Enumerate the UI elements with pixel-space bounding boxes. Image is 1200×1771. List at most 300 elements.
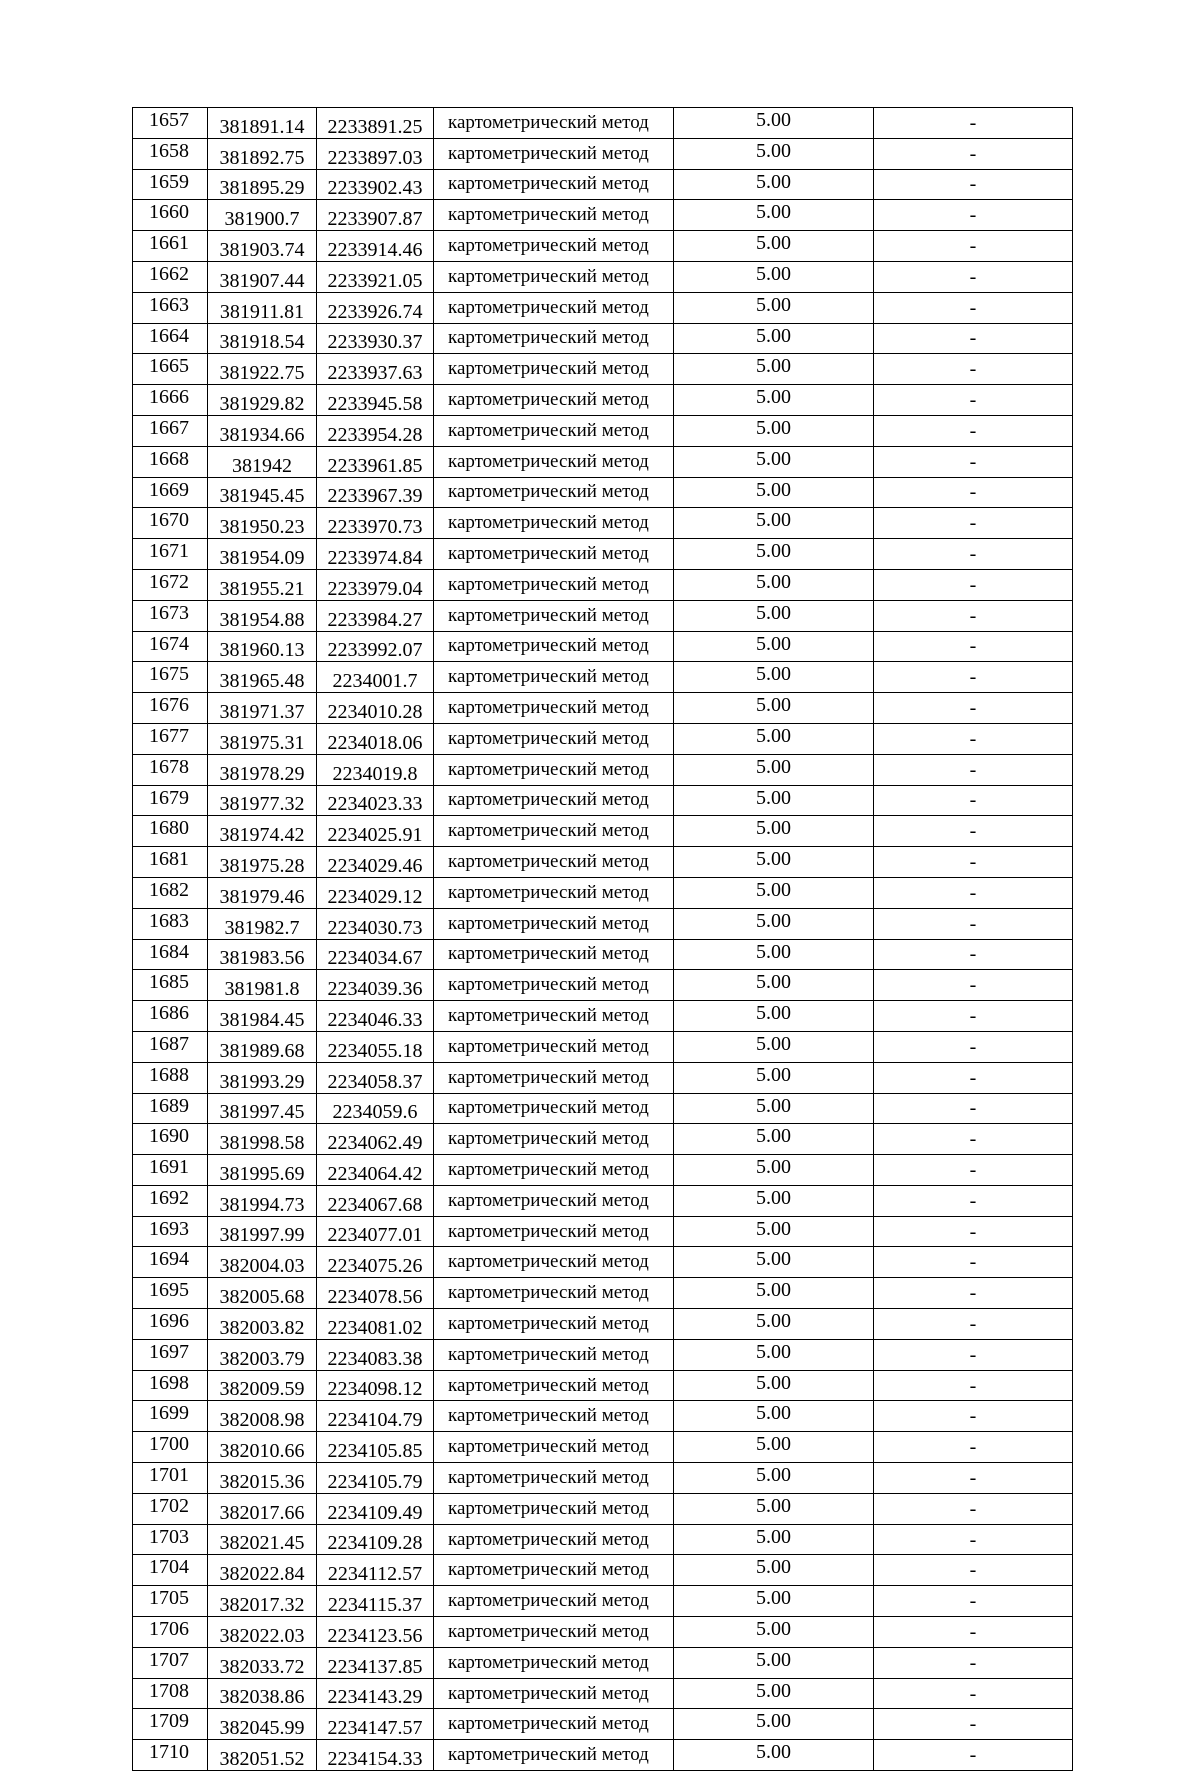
description-cell: - xyxy=(874,138,1073,169)
method-cell: картометрический метод xyxy=(434,1216,674,1247)
y-coordinate-cell: 2234147.57 xyxy=(317,1709,434,1740)
x-coordinate-cell: 382017.32 xyxy=(208,1586,317,1617)
description-cell: - xyxy=(874,415,1073,446)
y-coordinate-cell: 2234058.37 xyxy=(317,1062,434,1093)
method-cell: картометрический метод xyxy=(434,354,674,385)
table-row xyxy=(133,908,1073,939)
point-number-cell: 1686 xyxy=(133,1001,208,1032)
description-cell: - xyxy=(874,1586,1073,1617)
method-cell: картометрический метод xyxy=(434,662,674,693)
accuracy-cell: 5.00 xyxy=(674,292,874,323)
description-cell: - xyxy=(874,1001,1073,1032)
point-number-cell: 1657 xyxy=(133,108,208,139)
y-coordinate-cell: 2234143.29 xyxy=(317,1678,434,1709)
description-cell: - xyxy=(874,939,1073,970)
description-cell: - xyxy=(874,877,1073,908)
x-coordinate-cell: 381997.45 xyxy=(208,1093,317,1124)
x-coordinate-cell: 381954.09 xyxy=(208,539,317,570)
method-cell: картометрический метод xyxy=(434,169,674,200)
coordinates-table xyxy=(132,107,1073,1771)
accuracy-cell: 5.00 xyxy=(674,138,874,169)
y-coordinate-cell: 2234023.33 xyxy=(317,785,434,816)
y-coordinate-cell: 2234034.67 xyxy=(317,939,434,970)
x-coordinate-cell: 381975.31 xyxy=(208,723,317,754)
method-cell: картометрический метод xyxy=(434,1555,674,1586)
y-coordinate-cell: 2234105.85 xyxy=(317,1432,434,1463)
method-cell: картометрический метод xyxy=(434,908,674,939)
point-number-cell: 1710 xyxy=(133,1740,208,1771)
table-row xyxy=(133,231,1073,262)
x-coordinate-cell: 381975.28 xyxy=(208,847,317,878)
accuracy-cell: 5.00 xyxy=(674,1463,874,1494)
y-coordinate-cell: 2234098.12 xyxy=(317,1370,434,1401)
method-cell: картометрический метод xyxy=(434,1370,674,1401)
point-number-cell: 1673 xyxy=(133,600,208,631)
description-cell: - xyxy=(874,908,1073,939)
method-cell: картометрический метод xyxy=(434,292,674,323)
method-cell: картометрический метод xyxy=(434,261,674,292)
x-coordinate-cell: 381993.29 xyxy=(208,1062,317,1093)
table-row xyxy=(133,1062,1073,1093)
x-coordinate-cell: 381979.46 xyxy=(208,877,317,908)
accuracy-cell: 5.00 xyxy=(674,354,874,385)
point-number-cell: 1676 xyxy=(133,693,208,724)
point-number-cell: 1685 xyxy=(133,970,208,1001)
description-cell: - xyxy=(874,323,1073,354)
x-coordinate-cell: 382008.98 xyxy=(208,1401,317,1432)
table-row xyxy=(133,1617,1073,1648)
x-coordinate-cell: 381982.7 xyxy=(208,908,317,939)
x-coordinate-cell: 381892.75 xyxy=(208,138,317,169)
x-coordinate-cell: 381945.45 xyxy=(208,477,317,508)
table-row xyxy=(133,1555,1073,1586)
y-coordinate-cell: 2234115.37 xyxy=(317,1586,434,1617)
point-number-cell: 1661 xyxy=(133,231,208,262)
table-row xyxy=(133,1185,1073,1216)
accuracy-cell: 5.00 xyxy=(674,1370,874,1401)
point-number-cell: 1658 xyxy=(133,138,208,169)
table-row xyxy=(133,754,1073,785)
method-cell: картометрический метод xyxy=(434,446,674,477)
method-cell: картометрический метод xyxy=(434,816,674,847)
accuracy-cell: 5.00 xyxy=(674,385,874,416)
method-cell: картометрический метод xyxy=(434,569,674,600)
point-number-cell: 1659 xyxy=(133,169,208,200)
point-number-cell: 1678 xyxy=(133,754,208,785)
table-row xyxy=(133,1370,1073,1401)
point-number-cell: 1668 xyxy=(133,446,208,477)
accuracy-cell: 5.00 xyxy=(674,847,874,878)
point-number-cell: 1663 xyxy=(133,292,208,323)
description-cell: - xyxy=(874,1678,1073,1709)
y-coordinate-cell: 2233921.05 xyxy=(317,261,434,292)
accuracy-cell: 5.00 xyxy=(674,1432,874,1463)
accuracy-cell: 5.00 xyxy=(674,108,874,139)
description-cell: - xyxy=(874,385,1073,416)
description-cell: - xyxy=(874,231,1073,262)
x-coordinate-cell: 382003.79 xyxy=(208,1339,317,1370)
y-coordinate-cell: 2234075.26 xyxy=(317,1247,434,1278)
x-coordinate-cell: 381965.48 xyxy=(208,662,317,693)
x-coordinate-cell: 381942 xyxy=(208,446,317,477)
description-cell: - xyxy=(874,1617,1073,1648)
x-coordinate-cell: 381918.54 xyxy=(208,323,317,354)
accuracy-cell: 5.00 xyxy=(674,939,874,970)
table-row xyxy=(133,477,1073,508)
method-cell: картометрический метод xyxy=(434,138,674,169)
x-coordinate-cell: 381954.88 xyxy=(208,600,317,631)
x-coordinate-cell: 382045.99 xyxy=(208,1709,317,1740)
description-cell: - xyxy=(874,446,1073,477)
point-number-cell: 1669 xyxy=(133,477,208,508)
accuracy-cell: 5.00 xyxy=(674,877,874,908)
y-coordinate-cell: 2234109.28 xyxy=(317,1524,434,1555)
description-cell: - xyxy=(874,1370,1073,1401)
accuracy-cell: 5.00 xyxy=(674,1185,874,1216)
x-coordinate-cell: 381922.75 xyxy=(208,354,317,385)
method-cell: картометрический метод xyxy=(434,877,674,908)
table-row xyxy=(133,1247,1073,1278)
table-row xyxy=(133,1001,1073,1032)
table-row xyxy=(133,1678,1073,1709)
accuracy-cell: 5.00 xyxy=(674,1555,874,1586)
method-cell: картометрический метод xyxy=(434,1309,674,1340)
point-number-cell: 1675 xyxy=(133,662,208,693)
point-number-cell: 1682 xyxy=(133,877,208,908)
method-cell: картометрический метод xyxy=(434,1740,674,1771)
method-cell: картометрический метод xyxy=(434,1432,674,1463)
accuracy-cell: 5.00 xyxy=(674,693,874,724)
accuracy-cell: 5.00 xyxy=(674,1709,874,1740)
table-row xyxy=(133,1031,1073,1062)
y-coordinate-cell: 2234077.01 xyxy=(317,1216,434,1247)
accuracy-cell: 5.00 xyxy=(674,1617,874,1648)
method-cell: картометрический метод xyxy=(434,1093,674,1124)
description-cell: - xyxy=(874,1216,1073,1247)
point-number-cell: 1687 xyxy=(133,1031,208,1062)
accuracy-cell: 5.00 xyxy=(674,754,874,785)
point-number-cell: 1660 xyxy=(133,200,208,231)
description-cell: - xyxy=(874,662,1073,693)
point-number-cell: 1681 xyxy=(133,847,208,878)
table-row xyxy=(133,1278,1073,1309)
table-row xyxy=(133,292,1073,323)
table-row xyxy=(133,569,1073,600)
y-coordinate-cell: 2234064.42 xyxy=(317,1155,434,1186)
method-cell: картометрический метод xyxy=(434,200,674,231)
table-row xyxy=(133,1740,1073,1771)
description-cell: - xyxy=(874,108,1073,139)
x-coordinate-cell: 382038.86 xyxy=(208,1678,317,1709)
description-cell: - xyxy=(874,1031,1073,1062)
x-coordinate-cell: 382022.03 xyxy=(208,1617,317,1648)
method-cell: картометрический метод xyxy=(434,1278,674,1309)
x-coordinate-cell: 382051.52 xyxy=(208,1740,317,1771)
table-row xyxy=(133,1709,1073,1740)
x-coordinate-cell: 381983.56 xyxy=(208,939,317,970)
point-number-cell: 1691 xyxy=(133,1155,208,1186)
method-cell: картометрический метод xyxy=(434,1155,674,1186)
description-cell: - xyxy=(874,1647,1073,1678)
description-cell: - xyxy=(874,1709,1073,1740)
description-cell: - xyxy=(874,693,1073,724)
method-cell: картометрический метод xyxy=(434,1617,674,1648)
point-number-cell: 1692 xyxy=(133,1185,208,1216)
description-cell: - xyxy=(874,1185,1073,1216)
method-cell: картометрический метод xyxy=(434,1247,674,1278)
point-number-cell: 1697 xyxy=(133,1339,208,1370)
description-cell: - xyxy=(874,1463,1073,1494)
accuracy-cell: 5.00 xyxy=(674,477,874,508)
method-cell: картометрический метод xyxy=(434,1339,674,1370)
point-number-cell: 1698 xyxy=(133,1370,208,1401)
y-coordinate-cell: 2234078.56 xyxy=(317,1278,434,1309)
x-coordinate-cell: 381950.23 xyxy=(208,508,317,539)
description-cell: - xyxy=(874,292,1073,323)
x-coordinate-cell: 381974.42 xyxy=(208,816,317,847)
x-coordinate-cell: 381971.37 xyxy=(208,693,317,724)
point-number-cell: 1688 xyxy=(133,1062,208,1093)
method-cell: картометрический метод xyxy=(434,939,674,970)
table-row xyxy=(133,1463,1073,1494)
x-coordinate-cell: 382005.68 xyxy=(208,1278,317,1309)
method-cell: картометрический метод xyxy=(434,970,674,1001)
x-coordinate-cell: 382021.45 xyxy=(208,1524,317,1555)
description-cell: - xyxy=(874,1093,1073,1124)
accuracy-cell: 5.00 xyxy=(674,1062,874,1093)
y-coordinate-cell: 2234030.73 xyxy=(317,908,434,939)
y-coordinate-cell: 2234109.49 xyxy=(317,1493,434,1524)
x-coordinate-cell: 381995.69 xyxy=(208,1155,317,1186)
y-coordinate-cell: 2234081.02 xyxy=(317,1309,434,1340)
accuracy-cell: 5.00 xyxy=(674,785,874,816)
method-cell: картометрический метод xyxy=(434,385,674,416)
y-coordinate-cell: 2233945.58 xyxy=(317,385,434,416)
point-number-cell: 1689 xyxy=(133,1093,208,1124)
description-cell: - xyxy=(874,785,1073,816)
y-coordinate-cell: 2233930.37 xyxy=(317,323,434,354)
point-number-cell: 1670 xyxy=(133,508,208,539)
point-number-cell: 1701 xyxy=(133,1463,208,1494)
method-cell: картометрический метод xyxy=(434,1401,674,1432)
table-row xyxy=(133,1586,1073,1617)
y-coordinate-cell: 2233974.84 xyxy=(317,539,434,570)
y-coordinate-cell: 2234029.12 xyxy=(317,877,434,908)
accuracy-cell: 5.00 xyxy=(674,1247,874,1278)
table-row xyxy=(133,1432,1073,1463)
x-coordinate-cell: 381955.21 xyxy=(208,569,317,600)
accuracy-cell: 5.00 xyxy=(674,1309,874,1340)
accuracy-cell: 5.00 xyxy=(674,1586,874,1617)
accuracy-cell: 5.00 xyxy=(674,1401,874,1432)
accuracy-cell: 5.00 xyxy=(674,261,874,292)
table-row xyxy=(133,1309,1073,1340)
point-number-cell: 1690 xyxy=(133,1124,208,1155)
description-cell: - xyxy=(874,1493,1073,1524)
method-cell: картометрический метод xyxy=(434,1185,674,1216)
accuracy-cell: 5.00 xyxy=(674,1155,874,1186)
method-cell: картометрический метод xyxy=(434,785,674,816)
point-number-cell: 1702 xyxy=(133,1493,208,1524)
description-cell: - xyxy=(874,1124,1073,1155)
method-cell: картометрический метод xyxy=(434,108,674,139)
accuracy-cell: 5.00 xyxy=(674,631,874,662)
accuracy-cell: 5.00 xyxy=(674,446,874,477)
description-cell: - xyxy=(874,539,1073,570)
accuracy-cell: 5.00 xyxy=(674,1124,874,1155)
description-cell: - xyxy=(874,816,1073,847)
description-cell: - xyxy=(874,600,1073,631)
description-cell: - xyxy=(874,1524,1073,1555)
table-row xyxy=(133,785,1073,816)
table-row xyxy=(133,108,1073,139)
method-cell: картометрический метод xyxy=(434,1062,674,1093)
y-coordinate-cell: 2234019.8 xyxy=(317,754,434,785)
table-row xyxy=(133,1216,1073,1247)
x-coordinate-cell: 381998.58 xyxy=(208,1124,317,1155)
description-cell: - xyxy=(874,970,1073,1001)
table-row xyxy=(133,600,1073,631)
description-cell: - xyxy=(874,1062,1073,1093)
point-number-cell: 1693 xyxy=(133,1216,208,1247)
x-coordinate-cell: 382004.03 xyxy=(208,1247,317,1278)
method-cell: картометрический метод xyxy=(434,1647,674,1678)
point-number-cell: 1672 xyxy=(133,569,208,600)
accuracy-cell: 5.00 xyxy=(674,816,874,847)
y-coordinate-cell: 2234083.38 xyxy=(317,1339,434,1370)
accuracy-cell: 5.00 xyxy=(674,970,874,1001)
method-cell: картометрический метод xyxy=(434,508,674,539)
table-row xyxy=(133,1155,1073,1186)
x-coordinate-cell: 381891.14 xyxy=(208,108,317,139)
table-row xyxy=(133,138,1073,169)
y-coordinate-cell: 2233902.43 xyxy=(317,169,434,200)
point-number-cell: 1664 xyxy=(133,323,208,354)
x-coordinate-cell: 381929.82 xyxy=(208,385,317,416)
x-coordinate-cell: 381911.81 xyxy=(208,292,317,323)
accuracy-cell: 5.00 xyxy=(674,1031,874,1062)
x-coordinate-cell: 381934.66 xyxy=(208,415,317,446)
y-coordinate-cell: 2234039.36 xyxy=(317,970,434,1001)
accuracy-cell: 5.00 xyxy=(674,1278,874,1309)
point-number-cell: 1709 xyxy=(133,1709,208,1740)
method-cell: картометрический метод xyxy=(434,231,674,262)
table-row xyxy=(133,1093,1073,1124)
x-coordinate-cell: 381978.29 xyxy=(208,754,317,785)
y-coordinate-cell: 2233970.73 xyxy=(317,508,434,539)
x-coordinate-cell: 381900.7 xyxy=(208,200,317,231)
description-cell: - xyxy=(874,1247,1073,1278)
description-cell: - xyxy=(874,1339,1073,1370)
accuracy-cell: 5.00 xyxy=(674,415,874,446)
point-number-cell: 1699 xyxy=(133,1401,208,1432)
method-cell: картометрический метод xyxy=(434,1586,674,1617)
y-coordinate-cell: 2233992.07 xyxy=(317,631,434,662)
accuracy-cell: 5.00 xyxy=(674,1493,874,1524)
description-cell: - xyxy=(874,1309,1073,1340)
point-number-cell: 1674 xyxy=(133,631,208,662)
method-cell: картометрический метод xyxy=(434,415,674,446)
table-row xyxy=(133,816,1073,847)
y-coordinate-cell: 2233937.63 xyxy=(317,354,434,385)
method-cell: картометрический метод xyxy=(434,1678,674,1709)
accuracy-cell: 5.00 xyxy=(674,908,874,939)
table-row xyxy=(133,415,1073,446)
y-coordinate-cell: 2233891.25 xyxy=(317,108,434,139)
y-coordinate-cell: 2233897.03 xyxy=(317,138,434,169)
point-number-cell: 1683 xyxy=(133,908,208,939)
table-row xyxy=(133,169,1073,200)
description-cell: - xyxy=(874,847,1073,878)
method-cell: картометрический метод xyxy=(434,1709,674,1740)
y-coordinate-cell: 2234112.57 xyxy=(317,1555,434,1586)
y-coordinate-cell: 2234154.33 xyxy=(317,1740,434,1771)
method-cell: картометрический метод xyxy=(434,754,674,785)
point-number-cell: 1677 xyxy=(133,723,208,754)
description-cell: - xyxy=(874,354,1073,385)
description-cell: - xyxy=(874,723,1073,754)
description-cell: - xyxy=(874,200,1073,231)
description-cell: - xyxy=(874,569,1073,600)
coordinates-table-body xyxy=(133,108,1073,1771)
accuracy-cell: 5.00 xyxy=(674,323,874,354)
x-coordinate-cell: 381997.99 xyxy=(208,1216,317,1247)
table-row xyxy=(133,354,1073,385)
accuracy-cell: 5.00 xyxy=(674,1647,874,1678)
table-row xyxy=(133,1401,1073,1432)
description-cell: - xyxy=(874,1278,1073,1309)
table-row xyxy=(133,939,1073,970)
y-coordinate-cell: 2234055.18 xyxy=(317,1031,434,1062)
x-coordinate-cell: 382015.36 xyxy=(208,1463,317,1494)
point-number-cell: 1667 xyxy=(133,415,208,446)
method-cell: картометрический метод xyxy=(434,1001,674,1032)
y-coordinate-cell: 2233967.39 xyxy=(317,477,434,508)
point-number-cell: 1695 xyxy=(133,1278,208,1309)
method-cell: картометрический метод xyxy=(434,1493,674,1524)
accuracy-cell: 5.00 xyxy=(674,662,874,693)
point-number-cell: 1700 xyxy=(133,1432,208,1463)
x-coordinate-cell: 382033.72 xyxy=(208,1647,317,1678)
accuracy-cell: 5.00 xyxy=(674,600,874,631)
y-coordinate-cell: 2233926.74 xyxy=(317,292,434,323)
y-coordinate-cell: 2233984.27 xyxy=(317,600,434,631)
accuracy-cell: 5.00 xyxy=(674,508,874,539)
x-coordinate-cell: 381903.74 xyxy=(208,231,317,262)
y-coordinate-cell: 2233961.85 xyxy=(317,446,434,477)
point-number-cell: 1694 xyxy=(133,1247,208,1278)
point-number-cell: 1671 xyxy=(133,539,208,570)
point-number-cell: 1665 xyxy=(133,354,208,385)
table-row xyxy=(133,1339,1073,1370)
description-cell: - xyxy=(874,477,1073,508)
description-cell: - xyxy=(874,169,1073,200)
x-coordinate-cell: 381984.45 xyxy=(208,1001,317,1032)
point-number-cell: 1696 xyxy=(133,1309,208,1340)
x-coordinate-cell: 382017.66 xyxy=(208,1493,317,1524)
accuracy-cell: 5.00 xyxy=(674,569,874,600)
table-row xyxy=(133,508,1073,539)
y-coordinate-cell: 2233954.28 xyxy=(317,415,434,446)
x-coordinate-cell: 381981.8 xyxy=(208,970,317,1001)
method-cell: картометрический метод xyxy=(434,1524,674,1555)
table-row xyxy=(133,385,1073,416)
table-row xyxy=(133,1493,1073,1524)
description-cell: - xyxy=(874,754,1073,785)
x-coordinate-cell: 381977.32 xyxy=(208,785,317,816)
x-coordinate-cell: 381989.68 xyxy=(208,1031,317,1062)
x-coordinate-cell: 382009.59 xyxy=(208,1370,317,1401)
